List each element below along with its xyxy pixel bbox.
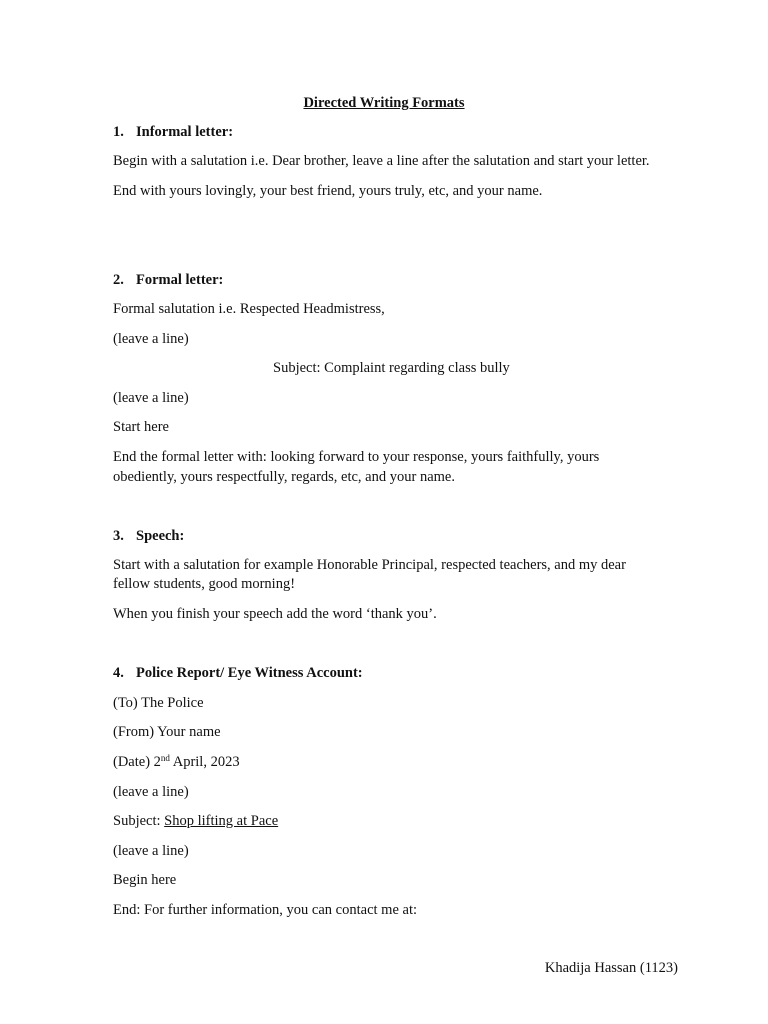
date-suffix: April, 2023 [169, 754, 240, 770]
paragraph: (leave a line) [113, 390, 189, 406]
subject-line [113, 812, 278, 830]
paragraph: End with yours lovingly, your best friend, yours truly, etc, and your name. [113, 183, 543, 199]
subject-value: Shop lifting at Pace [164, 813, 279, 829]
paragraph: Begin here [113, 872, 177, 888]
section-heading-speech [113, 527, 184, 545]
page-title: Directed Writing Formats [303, 95, 465, 111]
paragraph: When you finish your speech add the word ‘thank you’. [113, 606, 437, 622]
paragraph: (leave a line) [113, 843, 189, 859]
paragraph: obediently, yours respectfully, regards, etc, and your name. [113, 469, 455, 485]
section-number: 4. [113, 665, 124, 681]
paragraph: (leave a line) [113, 331, 189, 347]
paragraph: Start here [113, 419, 169, 435]
section-number: 2. [113, 272, 124, 288]
section-heading-formal-letter [113, 271, 223, 289]
section-title: Formal letter: [136, 272, 224, 288]
paragraph: Begin with a salutation i.e. Dear brother, leave a line after the salutation and start your letter. [113, 153, 650, 169]
section-heading-informal-letter [113, 123, 233, 141]
section-title: Informal letter: [136, 124, 234, 140]
date-line [113, 753, 240, 771]
paragraph: (To) The Police [113, 695, 204, 711]
paragraph: Formal salutation i.e. Respected Headmistress, [113, 301, 385, 317]
paragraph: (From) Your name [113, 724, 221, 740]
date-ordinal: nd [160, 753, 170, 763]
section-heading-police-report [113, 664, 363, 682]
paragraph: Start with a salutation for example Honorable Principal, respected teachers, and my dear [113, 557, 626, 573]
section-title: Speech: [136, 528, 185, 544]
paragraph: End the formal letter with: looking forward to your response, yours faithfully, yours [113, 449, 600, 465]
section-number: 3. [113, 528, 124, 544]
section-title: Police Report/ Eye Witness Account: [136, 665, 363, 681]
subject-label: Subject: [113, 813, 165, 829]
section-number: 1. [113, 124, 124, 140]
date-prefix: (Date) 2 [113, 754, 161, 770]
paragraph: End: For further information, you can contact me at: [113, 902, 418, 918]
paragraph: fellow students, good morning! [113, 576, 296, 592]
subject-line: Subject: Complaint regarding class bully [273, 360, 510, 376]
author-footer: Khadija Hassan (1123) [544, 960, 678, 976]
paragraph: (leave a line) [113, 784, 189, 800]
